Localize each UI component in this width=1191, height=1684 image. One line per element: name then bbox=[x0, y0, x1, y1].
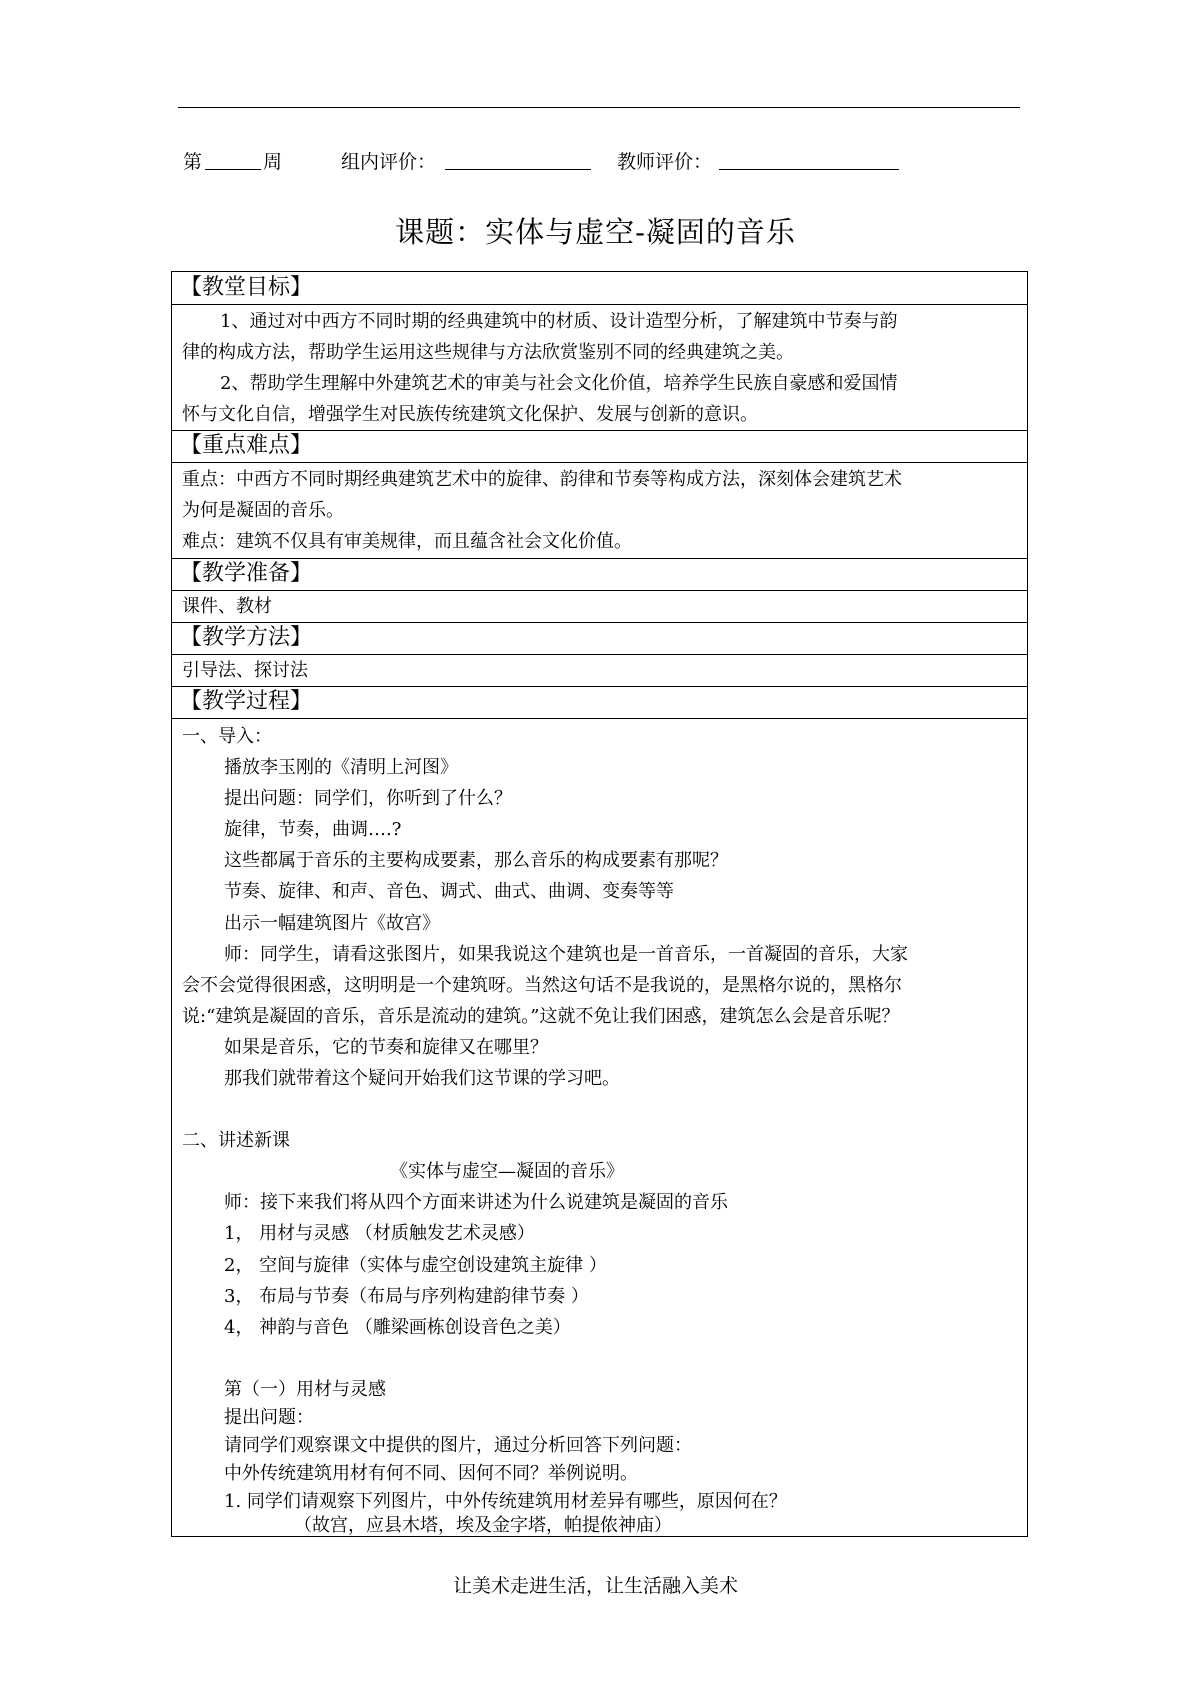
preparation-line: 课件、教材 bbox=[182, 596, 272, 617]
week-prefix: 第 bbox=[183, 151, 203, 173]
process-line: 提出问题： bbox=[224, 1407, 314, 1428]
objectives-line: 律的构成方法，帮助学生运用这些规律与方法欣赏鉴别不同的经典建筑之美。 bbox=[182, 342, 794, 363]
process-line: 第（一）用材与灵感 bbox=[224, 1379, 386, 1400]
objectives-line: 怀与文化自信，增强学生对民族传统建筑文化保护、发展与创新的意识。 bbox=[182, 404, 758, 425]
process-line: 2， 空间与旋律（实体与虚空创设建筑主旋律 ） bbox=[224, 1255, 607, 1276]
table-divider bbox=[171, 718, 1028, 719]
evaluation-line bbox=[183, 147, 1013, 177]
process-line: （故宫，应县木塔，埃及金字塔，帕提侬神庙） bbox=[294, 1515, 672, 1536]
process-line: 师：接下来我们将从四个方面来讲述为什么说建筑是凝固的音乐 bbox=[224, 1192, 728, 1213]
footer-slogan: 让美术走进生活，让生活融入美术 bbox=[452, 1575, 738, 1597]
process-line: 旋律，节奏，曲调….? bbox=[224, 819, 402, 840]
preparation-heading: 【教学准备】 bbox=[180, 561, 313, 586]
week-suffix: 周 bbox=[263, 151, 283, 173]
key-points-heading: 【重点难点】 bbox=[180, 433, 313, 458]
group-eval-blank bbox=[445, 147, 591, 170]
process-line: 一、导入： bbox=[182, 726, 272, 747]
process-heading: 【教学过程】 bbox=[180, 689, 313, 714]
process-line: 二、讲述新课 bbox=[182, 1130, 290, 1151]
process-line: 4， 神韵与音色 （雕梁画栋创设音色之美） bbox=[224, 1317, 571, 1338]
process-line: 那我们就带着这个疑问开始我们这节课的学习吧。 bbox=[224, 1068, 620, 1089]
key-points-line: 难点：建筑不仅具有审美规律，而且蕴含社会文化价值。 bbox=[182, 531, 632, 552]
group-eval-label: 组内评价： bbox=[341, 151, 437, 173]
process-line: 出示一幅建筑图片《故宫》 bbox=[224, 913, 440, 934]
process-line: 1， 用材与灵感 （材质触发艺术灵感） bbox=[224, 1223, 535, 1244]
key-points-line: 重点：中西方不同时期经典建筑艺术中的旋律、韵律和节奏等构成方法，深刻体会建筑艺术 bbox=[182, 469, 902, 490]
table-divider bbox=[171, 304, 1028, 305]
teacher-eval-blank bbox=[719, 147, 899, 170]
teacher-eval-label: 教师评价： bbox=[617, 151, 713, 173]
process-line: 中外传统建筑用材有何不同、因何不同？举例说明。 bbox=[224, 1463, 638, 1484]
week-blank bbox=[205, 147, 261, 170]
lesson-title: 课题：实体与虚空-凝固的音乐 bbox=[395, 215, 796, 249]
process-line: 播放李玉刚的《清明上河图》 bbox=[224, 757, 458, 778]
methods-line: 引导法、探讨法 bbox=[182, 660, 308, 681]
key-points-line: 为何是凝固的音乐。 bbox=[182, 500, 344, 521]
methods-heading: 【教学方法】 bbox=[180, 625, 313, 650]
process-line: 1. 同学们请观察下列图片，中外传统建筑用材差异有哪些，原因何在？ bbox=[224, 1491, 787, 1512]
table-divider bbox=[171, 462, 1028, 463]
objectives-line: 2、帮助学生理解中外建筑艺术的审美与社会文化价值，培养学生民族自豪感和爱国情 bbox=[220, 373, 898, 394]
table-divider bbox=[171, 590, 1028, 591]
process-line: 3， 布局与节奏（布局与序列构建韵律节奏 ） bbox=[224, 1286, 589, 1307]
process-line: 提出问题：同学们，你听到了什么？ bbox=[224, 788, 512, 809]
process-line: 说:“建筑是凝固的音乐，音乐是流动的建筑。”这就不免让我们困惑，建筑怎么会是音乐呢？ bbox=[182, 1006, 900, 1027]
process-line: 这些都属于音乐的主要构成要素，那么音乐的构成要素有那呢？ bbox=[224, 850, 728, 871]
process-line: 会不会觉得很困惑，这明明是一个建筑呀。当然这句话不是我说的，是黑格尔说的，黑格尔 bbox=[182, 975, 902, 996]
objectives-heading: 【教堂目标】 bbox=[180, 275, 313, 300]
process-line: 师：同学生，请看这张图片，如果我说这个建筑也是一首音乐，一首凝固的音乐，大家 bbox=[224, 944, 908, 965]
header-rule bbox=[178, 107, 1020, 108]
objectives-line: 1、通过对中西方不同时期的经典建筑中的材质、设计造型分析，了解建筑中节奏与韵 bbox=[220, 311, 898, 332]
process-line: 请同学们观察课文中提供的图片，通过分析回答下列问题： bbox=[224, 1435, 692, 1456]
process-line: 《实体与虚空—凝固的音乐》 bbox=[390, 1161, 624, 1182]
process-line: 如果是音乐，它的节奏和旋律又在哪里？ bbox=[224, 1037, 548, 1058]
process-line: 节奏、旋律、和声、音色、调式、曲式、曲调、变奏等等 bbox=[224, 881, 674, 902]
